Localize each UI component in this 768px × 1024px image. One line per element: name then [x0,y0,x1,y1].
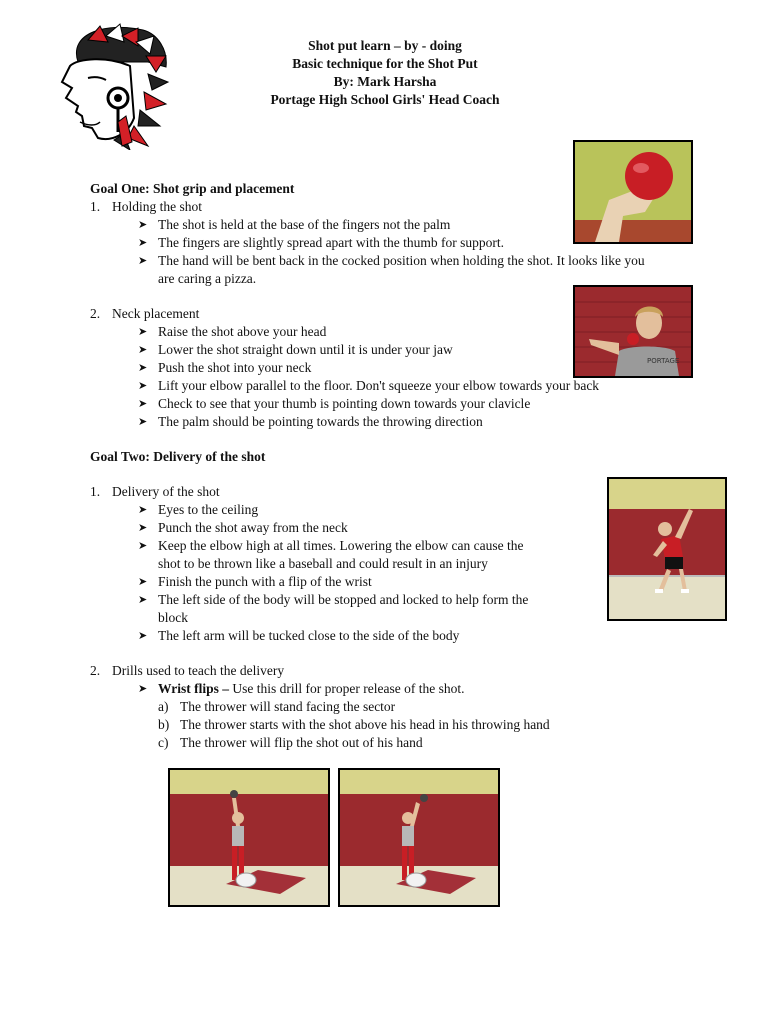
list-item-continued: block [158,610,188,625]
list-item: Raise the shot above your head [158,324,327,339]
arrowhead-bullet-icon: ➤ [138,540,148,552]
arrowhead-bullet-icon: ➤ [138,416,148,428]
list-item-label: Drills used to teach the delivery [112,663,285,678]
arrowhead-bullet-icon: ➤ [138,237,148,249]
list-item-label: Neck placement [112,306,200,321]
bullet-list-neck [138,323,738,431]
arrowhead-bullet-icon: ➤ [138,683,148,695]
author: By: Mark Harsha [333,74,437,89]
goal-two-heading: Goal Two: Delivery of the shot [90,449,266,464]
arrowhead-bullet-icon: ➤ [138,504,148,516]
photo-wrist-flip-1 [168,768,330,907]
list-number: 2. [90,663,101,678]
list-item: The hand will be bent back in the cocked position when holding the shot. It looks like you [158,253,645,268]
school-logo [48,22,170,150]
arrowhead-bullet-icon: ➤ [138,219,148,231]
list-number: 1. [90,199,101,214]
drill-steps [158,698,718,752]
list-item-continued: are caring a pizza. [158,271,257,286]
list-item: The palm should be pointing towards the throwing direction [158,414,483,429]
title: Shot put learn – by - doing [308,38,462,53]
drill-description: Use this drill for proper release of the shot. [229,681,465,696]
step-letter: c) [158,735,169,750]
list-item-label: Holding the shot [112,199,202,214]
list-item: Punch the shot away from the neck [158,520,348,535]
arrowhead-bullet-icon: ➤ [138,522,148,534]
arrowhead-bullet-icon: ➤ [138,344,148,356]
author-title: Portage High School Girls' Head Coach [270,92,500,107]
list-item: Lift your elbow parallel to the floor. Don't squeeze your elbow towards your back [158,378,600,393]
goal-one-heading: Goal One: Shot grip and placement [90,181,295,196]
arrowhead-bullet-icon: ➤ [138,380,148,392]
list-item: The left side of the body will be stopped and locked to help form the [158,592,529,607]
step-text: The thrower starts with the shot above his head in his throwing hand [180,717,550,732]
photo-delivery [607,477,727,621]
step-letter: a) [158,699,169,714]
list-item: Keep the elbow high at all times. Lowering the elbow can cause the [158,538,524,553]
arrowhead-bullet-icon: ➤ [138,576,148,588]
arrowhead-bullet-icon: ➤ [138,255,148,267]
step-text: The thrower will flip the shot out of his hand [180,735,423,750]
drill-title: Wrist flips – [158,681,230,696]
list-item: Push the shot into your neck [158,360,312,375]
list-number: 2. [90,306,101,321]
list-number: 1. [90,484,101,499]
list-item: The fingers are slightly spread apart with the thumb for support. [158,235,505,250]
step-text: The thrower will stand facing the sector [180,699,396,714]
document-header [215,37,555,109]
list-item: Lower the shot straight down until it is under your jaw [158,342,453,357]
list-item: Check to see that your thumb is pointing down towards your clavicle [158,396,531,411]
photo-wrist-flip-2 [338,768,500,907]
bullet-list-holding [138,216,718,288]
step-letter: b) [158,717,170,732]
list-item-continued: shot to be thrown like a baseball and could result in an injury [158,556,488,571]
list-item: The shot is held at the base of the fingers not the palm [158,217,451,232]
drill-wrist-flips [138,680,738,698]
svg-text:PORTAGE: PORTAGE [647,357,680,365]
arrowhead-bullet-icon: ➤ [138,362,148,374]
list-item: Eyes to the ceiling [158,502,259,517]
list-item-label: Delivery of the shot [112,484,220,499]
arrowhead-bullet-icon: ➤ [138,326,148,338]
list-item: The left arm will be tucked close to the side of the body [158,628,460,643]
list-item: Finish the punch with a flip of the wrist [158,574,372,589]
subtitle: Basic technique for the Shot Put [292,56,478,71]
bullet-list-delivery [138,501,598,645]
arrowhead-bullet-icon: ➤ [138,630,148,642]
arrowhead-bullet-icon: ➤ [138,398,148,410]
arrowhead-bullet-icon: ➤ [138,594,148,606]
